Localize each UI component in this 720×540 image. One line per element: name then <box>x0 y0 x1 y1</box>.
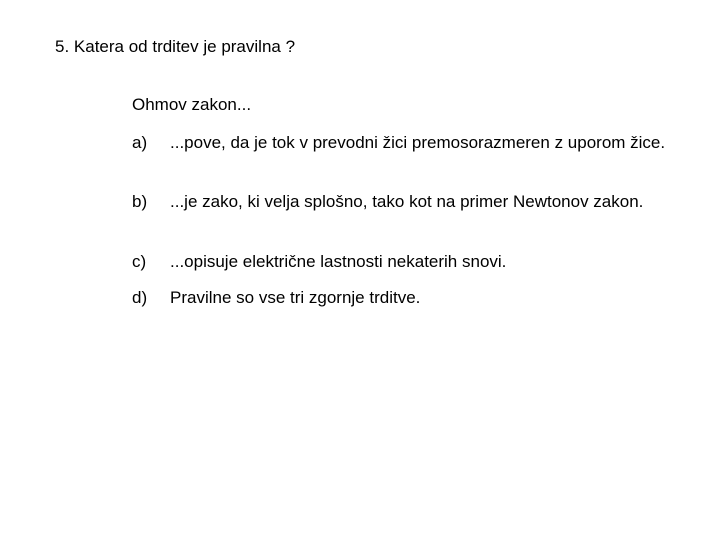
answer-text: ...je zako, ki velja splošno, tako kot na primer Newtonov zakon. <box>170 192 644 211</box>
answer-text: ...pove, da je tok v prevodni žici premosorazmeren z uporom žice. <box>170 133 666 152</box>
answer-letter: b) <box>132 192 148 211</box>
answer-letter: c) <box>132 252 147 271</box>
answer-text: Pravilne so vse tri zgornje trditve. <box>170 288 421 307</box>
answer-letter: d) <box>132 288 148 307</box>
question-heading: 5. Katera od trditev je pravilna ? <box>55 37 296 56</box>
question-intro: Ohmov zakon... <box>132 95 252 114</box>
answer-option-a <box>132 132 692 154</box>
answer-option-c <box>132 251 692 273</box>
answer-option-d <box>132 287 692 309</box>
answer-option-b <box>132 191 692 213</box>
answer-text: ...opisuje električne lastnosti nekaterih snovi. <box>170 252 507 271</box>
answer-letter: a) <box>132 133 148 152</box>
